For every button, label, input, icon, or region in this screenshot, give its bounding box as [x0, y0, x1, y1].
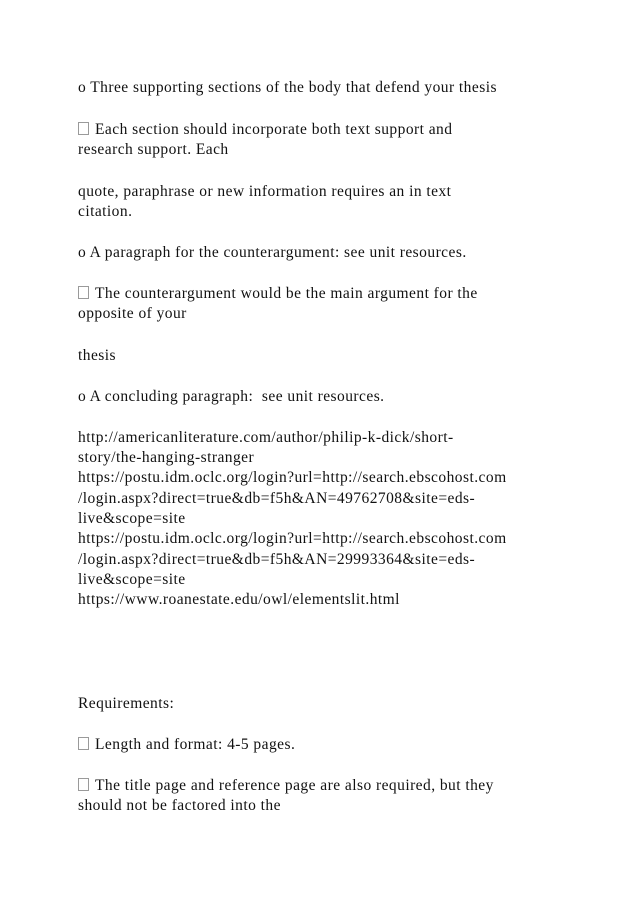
title-reference-text: The title page and reference page are also required, but they [95, 777, 494, 794]
source-url-3-continuation: /login.aspx?direct=true&db=f5h&AN=29993364&site=eds- [78, 551, 476, 568]
missing-glyph-icon [78, 286, 89, 299]
missing-glyph-icon [78, 737, 89, 750]
source-url-1-continuation: story/the-hanging-stranger [78, 449, 255, 466]
citation-text-continuation: citation. [78, 203, 133, 220]
source-url-4: https://www.roanestate.edu/owl/elementslit.html [78, 591, 400, 608]
section-support-continuation: research support. Each [78, 141, 229, 158]
length-format-text: Length and format: 4-5 pages. [95, 736, 296, 753]
source-url-2-end: live&scope=site [78, 510, 186, 527]
citation-text: quote, paraphrase or new information requires an in text [78, 183, 452, 200]
source-url-3: https://postu.idm.oclc.org/login?url=http://search.ebscohost.com [78, 530, 507, 547]
counterargument-bullet-continuation: opposite of your [78, 305, 187, 322]
thesis-line: thesis [78, 347, 117, 364]
source-url-2-continuation: /login.aspx?direct=true&db=f5h&AN=49762708&site=eds- [78, 490, 476, 507]
missing-glyph-icon [78, 778, 89, 791]
counterargument-item: o A paragraph for the counterargument: see unit resources. [78, 244, 467, 261]
title-reference-continuation: should not be factored into the [78, 797, 281, 814]
source-url-2: https://postu.idm.oclc.org/login?url=http://search.ebscohost.com [78, 469, 507, 486]
section-support-bullet [78, 120, 452, 140]
source-url-1: http://americanliterature.com/author/philip-k-dick/short- [78, 429, 454, 446]
missing-glyph-icon [78, 122, 89, 135]
concluding-paragraph-item: o A concluding paragraph: see unit resources. [78, 388, 385, 405]
source-url-3-end: live&scope=site [78, 571, 186, 588]
counterargument-bullet-text: The counterargument would be the main argument for the [95, 285, 478, 302]
title-reference-bullet [78, 776, 494, 796]
body-sections-item: o Three supporting sections of the body that defend your thesis [78, 79, 497, 96]
requirements-heading: Requirements: [78, 695, 175, 712]
counterargument-bullet [78, 284, 478, 304]
length-format-bullet [78, 735, 295, 755]
section-support-text: Each section should incorporate both text support and [95, 121, 453, 138]
